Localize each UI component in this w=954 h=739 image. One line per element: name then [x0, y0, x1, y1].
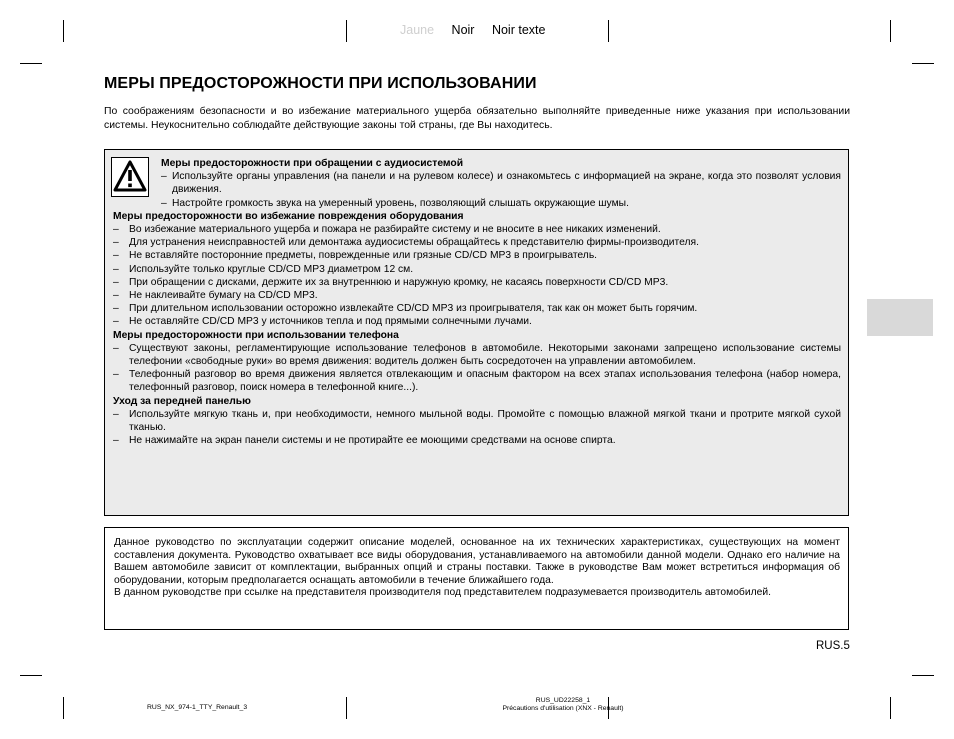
- warning-box: [104, 149, 849, 516]
- page-number: RUS.5: [816, 640, 850, 652]
- list-item: – Настройте громкость звука на умеренный уровень, позволяющий слышать окружающие шумы.: [161, 197, 841, 210]
- warning-content: [113, 157, 841, 447]
- section-heading: Меры предосторожности при обращении с аудиосистемой: [161, 158, 464, 169]
- crop-mark: [890, 20, 891, 42]
- list-item: – Существуют законы, регламентирующие использование телефонов в автомобиле. Некоторыми законами запрещено использование системы телефонии «свободные руки» во время движения: водитель должен быть сосредоточен на управлении автомобилем.: [113, 342, 841, 368]
- info-paragraph: Данное руководство по эксплуатации содержит описание моделей, основанное на их технических характеристиках, существующих на момент составления документа. Руководство охватывает все виды оборудования, устанавливаемого на автомобили данной модели. Однако его наличие на Вашем автомобиле зависит от комплектации, выбранных опций и страны поставки. Также в руководстве Вам может встретиться информация об оборудовании, которым предполагается оснащать автомобили в течение ближайшего года. В данном руководстве при ссылке на представителя производителя под представителем подразумевается производитель автомобилей.: [114, 537, 840, 599]
- section-tab-marker: [867, 299, 933, 336]
- color-label-noir-texte: Noir texte: [491, 23, 546, 37]
- intro-paragraph: По соображениям безопасности и во избежание материального ущерба обязательно выполняйте приведенные ниже указания при использовании системы. Неукоснительно соблюдайте действующие законы той страны, где Вы находитесь.: [104, 106, 850, 131]
- info-box: [104, 527, 849, 630]
- list-item: – Не вставляйте посторонние предметы, поврежденные или грязные CD/CD MP3 в проигрыватель.: [113, 249, 841, 262]
- warning-section: [113, 329, 841, 395]
- list-item: – Не оставляйте CD/CD MP3 у источников тепла и под прямыми солнечными лучами.: [113, 315, 841, 328]
- crop-mark: [890, 697, 891, 719]
- list-item: – При обращении с дисками, держите их за внутреннюю и наружную кромку, не касаясь поверхности CD/CD MP3.: [113, 276, 841, 289]
- list-item: – Не нажимайте на экран панели системы и не протирайте ее моющими средствами на основе спирта.: [113, 434, 841, 447]
- list-item: – Используйте органы управления (на панели и на рулевом колесе) и ознакомьтесь с информацией на экране, когда это позволят условия движения.: [161, 170, 841, 196]
- list-item: – Телефонный разговор во время движения является отвлекающим и опасным фактором на всех этапах использования телефона (набор номера, телефонный разговор, поиск номера в телефонной книге...).: [113, 368, 841, 394]
- footer-reference: [458, 697, 668, 713]
- crop-mark: [20, 63, 42, 64]
- color-label-jaune: Jaune: [400, 23, 435, 37]
- crop-mark: [63, 697, 64, 719]
- crop-mark: [912, 63, 934, 64]
- footer-document-code: RUS_NX_974-1_TTY_Renault_3: [147, 704, 248, 711]
- crop-mark: [912, 675, 934, 676]
- footer-reference-code: RUS_UD22258_1: [535, 697, 591, 704]
- footer-reference-title: Précautions d'utilisation (XNX - Renault): [502, 705, 624, 712]
- list-item: – Используйте мягкую ткань и, при необходимости, немного мыльной воды. Промойте с помощью влажной мягкой ткани и протрите мягкой сухой тканью.: [113, 408, 841, 434]
- list-item: – Используйте только круглые CD/CD MP3 диаметром 12 см.: [113, 263, 841, 276]
- section-heading: Уход за передней панелью: [113, 395, 251, 407]
- section-heading: Меры предосторожности при использовании телефона: [113, 329, 399, 341]
- list-item: – При длительном использовании осторожно извлекайте CD/CD MP3 из проигрывателя, так как он может быть горячим.: [113, 302, 841, 315]
- crop-mark: [20, 675, 42, 676]
- warning-section: [113, 395, 841, 448]
- list-item: – Во избежание материального ущерба и пожара не разбирайте систему и не вносите в нее никаких изменений.: [113, 223, 841, 236]
- warning-section: [113, 210, 841, 329]
- crop-mark: [63, 20, 64, 42]
- page-title: МЕРЫ ПРЕДОСТОРОЖНОСТИ ПРИ ИСПОЛЬЗОВАНИИ: [104, 75, 537, 92]
- list-item: – Не наклеивайте бумагу на CD/CD MP3.: [113, 289, 841, 302]
- registration-mark: [608, 20, 609, 42]
- section-heading: Меры предосторожности во избежание повреждения оборудования: [113, 210, 464, 222]
- warning-section: [161, 157, 841, 210]
- registration-mark: [346, 697, 347, 719]
- color-label-noir: Noir: [451, 23, 475, 37]
- color-separation-labels: [400, 23, 559, 37]
- registration-mark: [346, 20, 347, 42]
- list-item: – Для устранения неисправностей или демонтажа аудиосистемы обращайтесь к представителю фирмы-производителя.: [113, 236, 841, 249]
